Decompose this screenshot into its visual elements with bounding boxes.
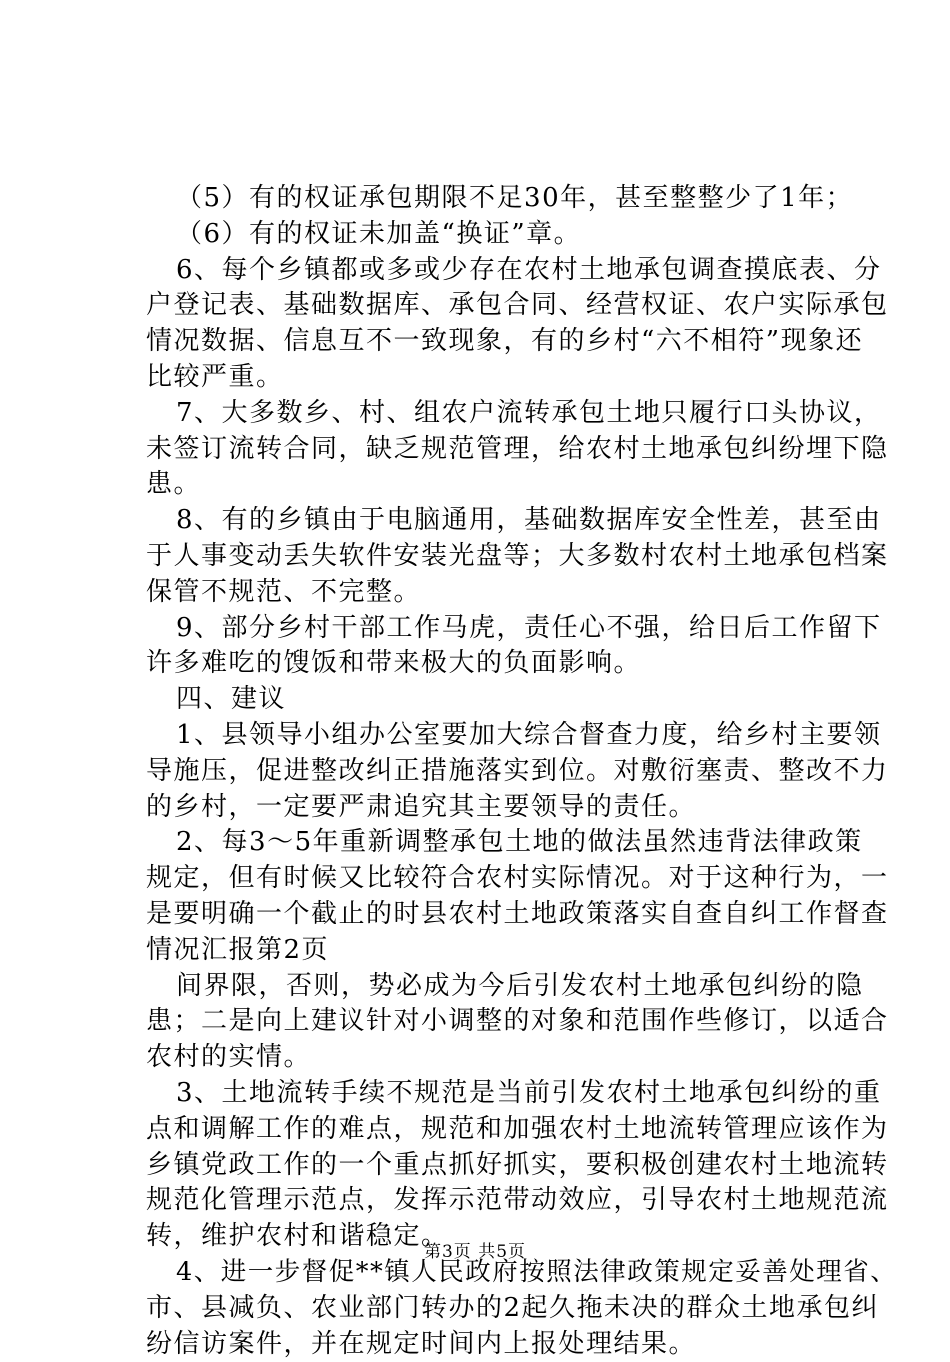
text-line: 的乡村，一定要严肃追究其主要领导的责任。 xyxy=(146,792,697,822)
text-line: 8、有的乡镇由于电脑通用，基础数据库安全性差，甚至由 xyxy=(176,505,882,535)
text-line: 规定，但有时候又比较符合农村实际情况。对于这种行为，一 xyxy=(146,863,889,893)
text-line: 1、县领导小组办公室要加大综合督查力度，给乡村主要领 xyxy=(176,720,882,750)
text-line: 是要明确一个截止的时县农村土地政策落实自查自纠工作督查 xyxy=(146,899,889,929)
text-line: 4、进一步督促**镇人民政府按照法律政策规定妥善处理省、 xyxy=(176,1257,898,1287)
text-line: 情况数据、信息互不一致现象，有的乡村“六不相符”现象还 xyxy=(146,326,864,356)
text-line: 3、土地流转手续不规范是当前引发农村土地承包纠纷的重 xyxy=(176,1078,882,1108)
text-line: 2、每3～5年重新调整承包土地的做法虽然违背法律政策 xyxy=(176,827,863,857)
page-footer: 第3页 共5页 xyxy=(423,1242,527,1262)
text-line: 6、每个乡镇都或多或少存在农村土地承包调查摸底表、分 xyxy=(176,255,882,285)
text-line: 间界限，否则，势必成为今后引发农村土地承包纠纷的隐 xyxy=(176,971,864,1001)
text-line: 7、大多数乡、村、组农户流转承包土地只履行口头协议， xyxy=(176,398,882,428)
text-line: 患；二是向上建议针对小调整的对象和范围作些修订，以适合 xyxy=(146,1006,889,1036)
text-line: 户登记表、基础数据库、承包合同、经营权证、农户实际承包 xyxy=(146,290,889,320)
text-line: 9、部分乡村干部工作马虎，责任心不强，给日后工作留下 xyxy=(176,613,882,643)
text-line: 于人事变动丢失软件安装光盘等；大多数村农村土地承包档案 xyxy=(146,541,889,571)
text-line: 比较严重。 xyxy=(146,362,284,392)
text-line: 情况汇报第2页 xyxy=(146,935,330,965)
text-line: 导施压，促进整改纠正措施落实到位。对敷衍塞责、整改不力 xyxy=(146,756,889,786)
text-line: 转，维护农村和谐稳定。 xyxy=(146,1221,449,1251)
text-line: 纷信访案件，并在规定时间内上报处理结果。 xyxy=(146,1329,697,1359)
text-line: （5）有的权证承包期限不足30年，甚至整整少了1年； xyxy=(176,183,854,213)
text-line: 未签订流转合同，缺乏规范管理，给农村土地承包纠纷埋下隐 xyxy=(146,434,889,464)
text-line: 市、县减负、农业部门转办的2起久拖未决的群众土地承包纠 xyxy=(146,1293,880,1323)
section-heading: 四、建议 xyxy=(176,684,287,714)
text-line: 点和调解工作的难点，规范和加强农村土地流转管理应该作为 xyxy=(146,1114,889,1144)
text-line: 规范化管理示范点，发挥示范带动效应，引导农村土地规范流 xyxy=(146,1185,889,1215)
text-line: （6）有的权证未加盖“换证”章。 xyxy=(176,219,582,249)
text-line: 许多难吃的馊饭和带来极大的负面影响。 xyxy=(146,648,642,678)
text-line: 患。 xyxy=(146,469,202,499)
text-line: 保管不规范、不完整。 xyxy=(146,577,422,607)
text-line: 乡镇党政工作的一个重点抓好抓实，要积极创建农村土地流转 xyxy=(146,1150,889,1180)
text-line: 农村的实情。 xyxy=(146,1042,312,1072)
